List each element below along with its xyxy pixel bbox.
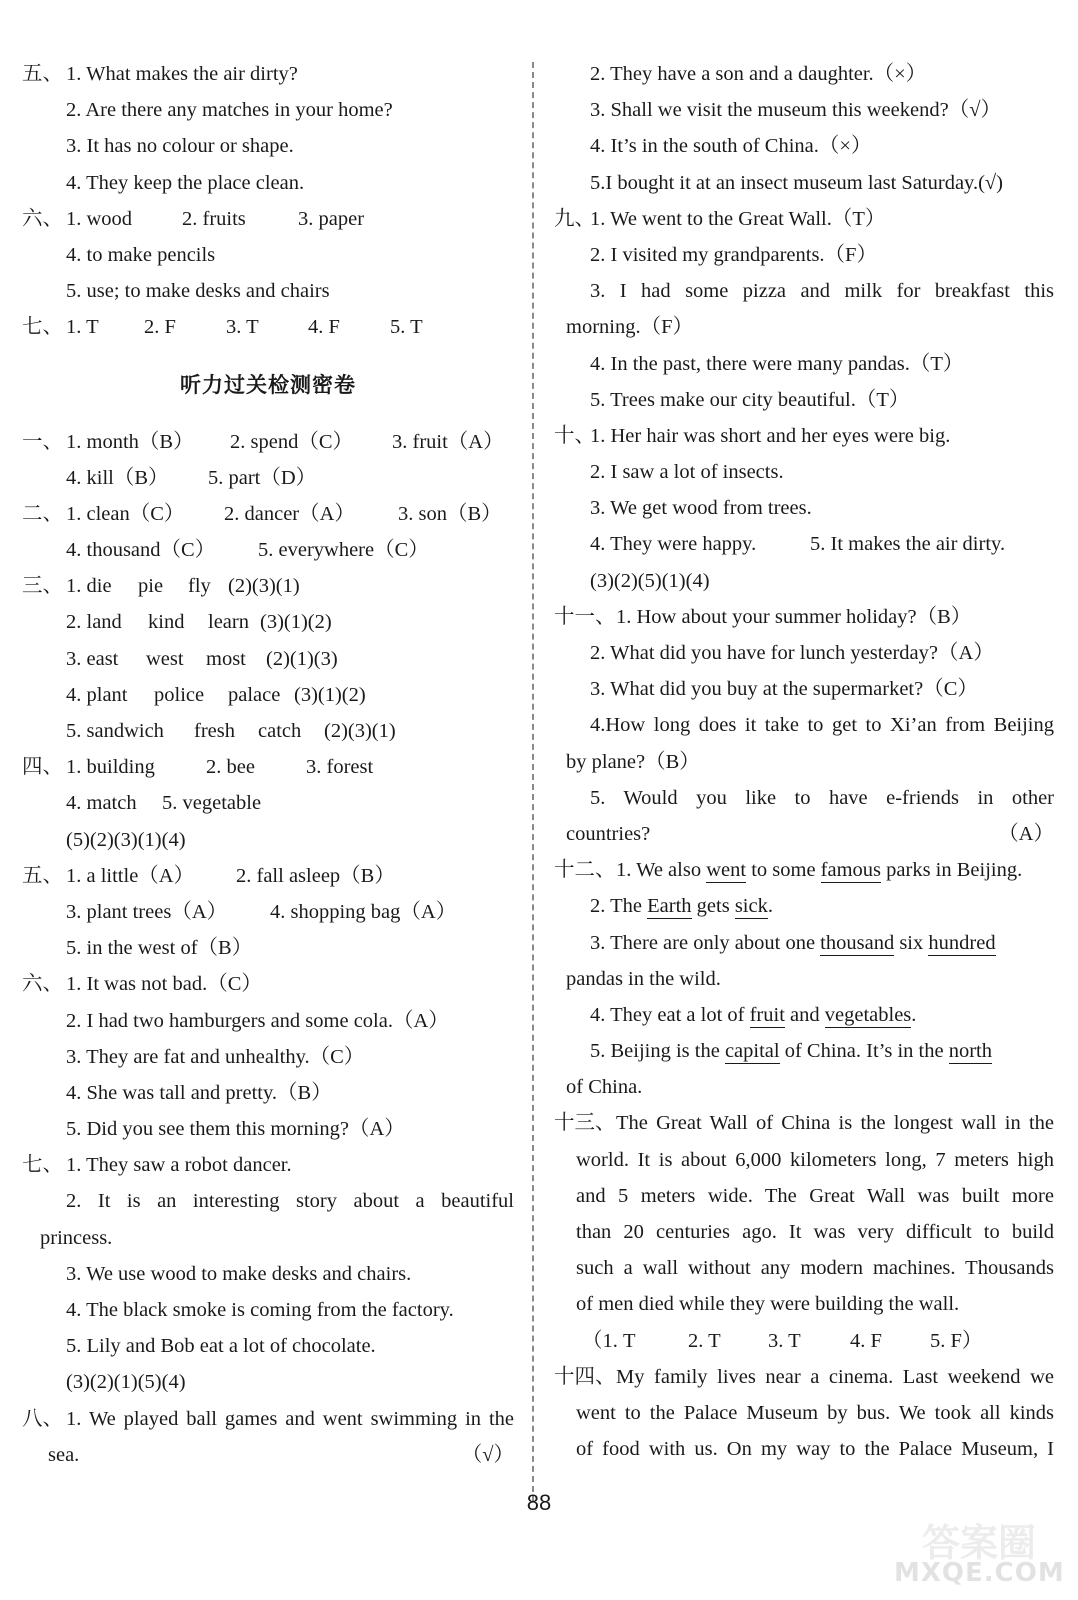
answer-line [22,201,514,237]
answer-line [22,677,514,713]
answer-item: most [206,647,246,670]
answer-item: 1. wood [66,207,133,230]
answer-text: (3)(2)(1)(5)(4) [66,1371,186,1394]
sentence-part: 3. There are only about one [590,931,821,954]
answer-text: 4. to make pencils [66,243,216,266]
answer-text: morning.（F） [566,316,693,339]
answer-line [554,888,1054,924]
answer-line [22,273,514,309]
answer-text: 1. It was not bad.（C） [66,973,262,996]
question-number: 七、 [22,1154,63,1177]
fill-sentence [616,852,1022,888]
answer-line [554,563,1054,599]
answer-item: 2. fruits [182,207,246,230]
answer-item: 3. east [66,647,119,670]
answer-item: (2)(3)(1) [324,720,396,742]
answer-item: 1. building [66,756,155,779]
answer-text: 2. What did you have for lunch yesterday?（A） [590,642,994,664]
answer-line [22,1075,514,1111]
sentence-part: and [784,1003,825,1026]
answer-line [554,1069,1054,1105]
passage-text: of food with us. On my way to the Palace Museum, I [576,1438,1054,1461]
answer-text: 2. I had two hamburgers and some cola.（A） [66,1009,449,1032]
answer-item: 4. F [850,1329,882,1352]
passage-line [554,1395,1054,1431]
answer-text: 4. The black smoke is coming from the factory. [66,1299,454,1321]
passage-text: The Great Wall of China is the longest wall in the [616,1112,1054,1135]
answer-line [554,671,1054,707]
answer-line [554,56,1054,92]
answer-text: (5)(2)(3)(1)(4) [66,828,186,851]
passage-text: went to the Palace Museum by bus. We took all kinds [576,1401,1054,1424]
answer-line [22,92,514,128]
left-main-answers [22,424,514,1473]
fill-sentence [566,1069,642,1105]
page-number: 88 [526,1490,552,1515]
watermark-logo [894,1510,1064,1592]
answer-line [22,1328,514,1364]
answer-item: 5. F） [930,1329,983,1352]
answer-line [22,930,514,966]
answer-text: 3. It has no colour or shape. [66,135,294,158]
answer-text: 1. They saw a robot dancer. [66,1154,292,1177]
answer-line [554,599,1054,635]
sentence-part: gets [691,895,735,918]
answer-item: 5. It makes the air dirty. [810,533,1006,556]
answer-text: 5. use; to make desks and chairs [66,280,330,303]
underlined-answer: thousand [820,931,895,954]
answer-line [22,1003,514,1039]
sentence-part: . [767,895,773,918]
sentence-part: . [911,1003,917,1026]
answer-text: 2. They have a son and a daughter.（×） [590,63,927,85]
answer-line [22,128,514,164]
answer-line [22,604,514,640]
answer-text: 3. We get wood from trees. [590,497,812,520]
answer-line [554,201,1054,237]
answer-line [554,454,1054,490]
question-number: 五、 [22,864,63,887]
answer-line [554,635,1054,671]
answer-text: sea. [48,1443,80,1466]
question-number: 六、 [22,207,63,230]
answer-text: 4.How long does it take to get to Xi’an from Beijing [590,714,1054,737]
question-number: 一、 [22,430,63,453]
answer-line [22,858,514,894]
question-number: 十二、 [554,859,616,882]
answer-line [22,568,514,604]
underlined-answer: hundred [928,931,996,954]
question-number: 十一、 [554,605,616,628]
answer-text: 3. Shall we visit the museum this weekend?（√） [590,99,1001,122]
answer-item: 2. F [144,316,176,339]
answer-item: 4. thousand（C） [66,539,216,562]
answer-item: 1. T [66,316,99,339]
answer-text: 1. We played ball games and went swimming in the [66,1407,514,1430]
underlined-answer: went [706,859,747,882]
answer-text: 5. in the west of（B） [66,937,253,960]
passage-answer-13 [554,1105,1054,1358]
answer-line [554,237,1054,273]
answer-line [22,1292,514,1328]
answer-text: princess. [40,1226,113,1249]
fill-sentence [590,1033,992,1069]
answer-line [22,56,514,92]
underlined-answer: capital [724,1040,780,1063]
answer-line [22,237,514,273]
answer-line [554,925,1054,961]
answer-item: 3. paper [298,207,365,230]
answer-text: 3. They are fat and unhealthy.（C） [66,1045,365,1068]
answer-text: (3)(2)(5)(1)(4) [590,569,710,592]
answer-item: kind [148,611,185,634]
answer-line [554,309,1054,345]
sentence-part: to some [746,859,821,882]
answer-item: 2. bee [206,756,255,779]
passage-line [554,1250,1054,1286]
passage-line [554,1359,1054,1395]
passage-line [554,1178,1054,1214]
answer-item: 1. clean（C） [66,502,185,525]
answer-line [22,1183,514,1219]
answer-item: police [154,683,205,706]
answer-item: 4. They were happy. [590,533,757,556]
answer-text: by plane?（B） [566,750,700,773]
answer-line [22,894,514,930]
answer-item: fresh [194,720,235,742]
fill-in-answers [554,852,1054,1105]
passage-answer-14 [554,1359,1054,1468]
answer-text: 4. She was tall and pretty.（B） [66,1081,332,1104]
question-number: 七、 [22,316,63,339]
answer-item: (3)(1)(2) [294,683,366,706]
answer-item: 3. plant trees（A） [66,900,228,923]
right-column [554,56,1054,1467]
answer-line [554,346,1054,382]
left-column [22,56,514,1473]
answer-text: 3. We use wood to make desks and chairs. [66,1262,412,1285]
watermark-logo-mark: 答案圈 [921,1521,1036,1565]
answer-item: palace [228,683,281,706]
answer-item: (3)(1)(2) [260,611,332,634]
sentence-part: 2. The [590,895,648,918]
answer-item: （1. T [582,1329,636,1352]
answer-item: 2. fall asleep（B） [236,864,395,887]
answer-line [554,707,1054,743]
answer-item: 3. fruit（A） [392,430,504,453]
answer-line [22,822,514,858]
question-number: 八、 [22,1407,63,1430]
passage-text: and 5 meters wide. The Great Wall was built more [576,1184,1054,1207]
passage-line [554,1431,1054,1467]
answer-item: 3. T [768,1329,801,1352]
sentence-part: pandas in the wild. [566,967,721,990]
left-pre-answers [22,56,514,346]
answer-line [22,1401,514,1437]
sentence-part: 5. Beijing is the [590,1040,725,1063]
answer-item: west [146,647,184,670]
passage-line [554,1142,1054,1178]
answer-item: catch [258,720,302,742]
answer-item: 4. F [308,316,340,339]
answer-line [22,496,514,532]
question-number: 五、 [22,63,63,85]
answer-item: 5. everywhere（C） [258,539,429,562]
answer-line [554,852,1054,888]
answer-text: 2. I saw a lot of insects. [590,461,784,484]
sentence-part: 1. We also [616,859,707,882]
answer-item: 4. plant [66,683,128,706]
answer-line [554,128,1054,164]
question-number: 十四、 [554,1365,616,1388]
fill-sentence [590,997,916,1033]
passage-text: than 20 centuries ago. It was very difficult to build [576,1221,1054,1243]
answer-line [22,1364,514,1400]
passage-text: such a wall without any modern machines. Thousands [576,1257,1054,1280]
passage-text: world. It is about 6,000 kilometers long, 7 meters high [576,1148,1054,1171]
question-number: 二、 [22,502,63,525]
question-number: 六、 [22,973,63,996]
answer-line [22,1437,514,1473]
answer-text: countries? [566,822,651,845]
answer-text: 4. In the past, there were many pandas.（T） [590,352,964,375]
answer-text: 3. I had some pizza and milk for breakfast this [590,280,1054,303]
question-number: 三、 [22,575,63,598]
answer-item: 3. T [226,316,259,339]
answer-text: 5. Did you see them this morning?（A） [66,1118,405,1141]
sentence-part: parks in Beijing. [881,859,1023,882]
answer-line [554,382,1054,418]
answer-text: 3. What did you buy at the supermarket?（C） [590,678,978,701]
question-number: 九、 [554,207,595,230]
answer-mark: （A） [998,822,1054,845]
answer-line [22,1256,514,1292]
underlined-answer: vegetables [824,1003,912,1026]
underlined-answer: sick [734,895,768,918]
answer-line [22,532,514,568]
answer-item: pie [138,575,164,598]
answer-item: 5. sandwich [66,720,164,742]
answer-line [554,961,1054,997]
answer-line [22,966,514,1002]
sentence-part: 4. They eat a lot of [590,1003,750,1026]
answer-item: 2. land [66,611,122,634]
question-number: 十、 [554,424,595,447]
answer-text: 1. We went to the Great Wall.（T） [590,207,886,230]
answer-item: 1. die [66,575,112,598]
answer-text: 1. How about your summer holiday?（B） [616,605,972,628]
question-number: 四、 [22,756,63,779]
answer-line [22,424,514,460]
passage-text: My family lives near a cinema. Last weekend we [616,1365,1054,1388]
sentence-part: of China. It’s in the [779,1040,949,1063]
answer-text: 5.I bought it at an insect museum last Saturday.(√) [590,171,1004,194]
answer-line [554,418,1054,454]
answer-item: learn [208,611,249,634]
answer-item: 4. kill（B） [66,466,169,489]
answer-line [22,785,514,821]
answer-item: 3. forest [306,756,374,779]
answer-text: 5. Trees make our city beautiful.（T） [590,388,910,411]
answer-line [22,165,514,201]
answer-line [554,816,1054,852]
column-divider [532,62,534,1502]
answer-text: 4. It’s in the south of China.（×） [590,135,872,158]
answer-item: 1. a little（A） [66,864,195,887]
answer-line [554,1033,1054,1069]
answer-text: 4. They keep the place clean. [66,171,305,194]
answer-line [22,749,514,785]
answer-line [554,1323,1054,1359]
answer-text: 1. What makes the air dirty? [66,63,298,85]
answer-text: 2. It is an interesting story about a beautiful [66,1190,514,1213]
fill-sentence [590,888,773,924]
answer-line [554,744,1054,780]
passage-line [554,1214,1054,1250]
sentence-part: of China. [566,1076,643,1099]
answer-text: 1. Her hair was short and her eyes were big. [590,424,951,447]
passage-line [554,1105,1054,1141]
answer-text: 2. Are there any matches in your home? [66,99,393,122]
answer-line [554,997,1054,1033]
answer-line [554,780,1054,816]
answer-line [22,1147,514,1183]
answer-line [22,1220,514,1256]
answer-line [554,165,1054,201]
answer-line [22,1111,514,1147]
answer-item: 2. T [688,1329,721,1352]
answer-line [554,273,1054,309]
answer-item: (2)(1)(3) [266,647,338,670]
right-answers [554,56,1054,852]
answer-mark: （√） [461,1443,514,1466]
answer-item: 2. spend（C） [230,430,353,453]
watermark-text: MXQE.COM [894,1558,1065,1588]
passage-line [554,1286,1054,1322]
answer-text: 5. Would you like to have e-friends in other [590,786,1054,809]
answer-item: 2. dancer（A） [224,502,355,525]
underlined-answer: north [948,1040,992,1063]
answer-item: fly [188,575,211,598]
section-title: 听力过关检测密卷 [180,372,356,397]
underlined-answer: famous [820,859,882,882]
answer-text: 5. Lily and Bob eat a lot of chocolate. [66,1335,376,1358]
answer-item: 5. part（D） [208,466,317,489]
underlined-answer: fruit [749,1003,785,1026]
answer-line [22,1039,514,1075]
answer-item: 5. T [390,316,423,339]
answer-line [554,526,1054,562]
answer-item: 4. shopping bag（A） [270,900,457,923]
fill-sentence [590,925,996,961]
answer-item: (2)(3)(1) [228,575,300,598]
answer-item: 3. son（B） [398,502,502,525]
sentence-part: six [894,931,929,954]
answer-line [22,713,514,749]
answer-line [554,92,1054,128]
answer-line [22,309,514,345]
passage-text: of men died while they were building the wall. [576,1293,960,1316]
answer-item: 1. month（B） [66,430,194,453]
answer-text: 2. I visited my grandparents.（F） [590,243,877,266]
fill-sentence [566,961,721,997]
answer-item: 4. match [66,792,137,815]
question-number: 十三、 [554,1112,616,1135]
answer-item: 5. vegetable [162,792,262,815]
answer-line [22,641,514,677]
answer-line [554,490,1054,526]
underlined-answer: Earth [647,895,692,918]
answer-line [22,460,514,496]
